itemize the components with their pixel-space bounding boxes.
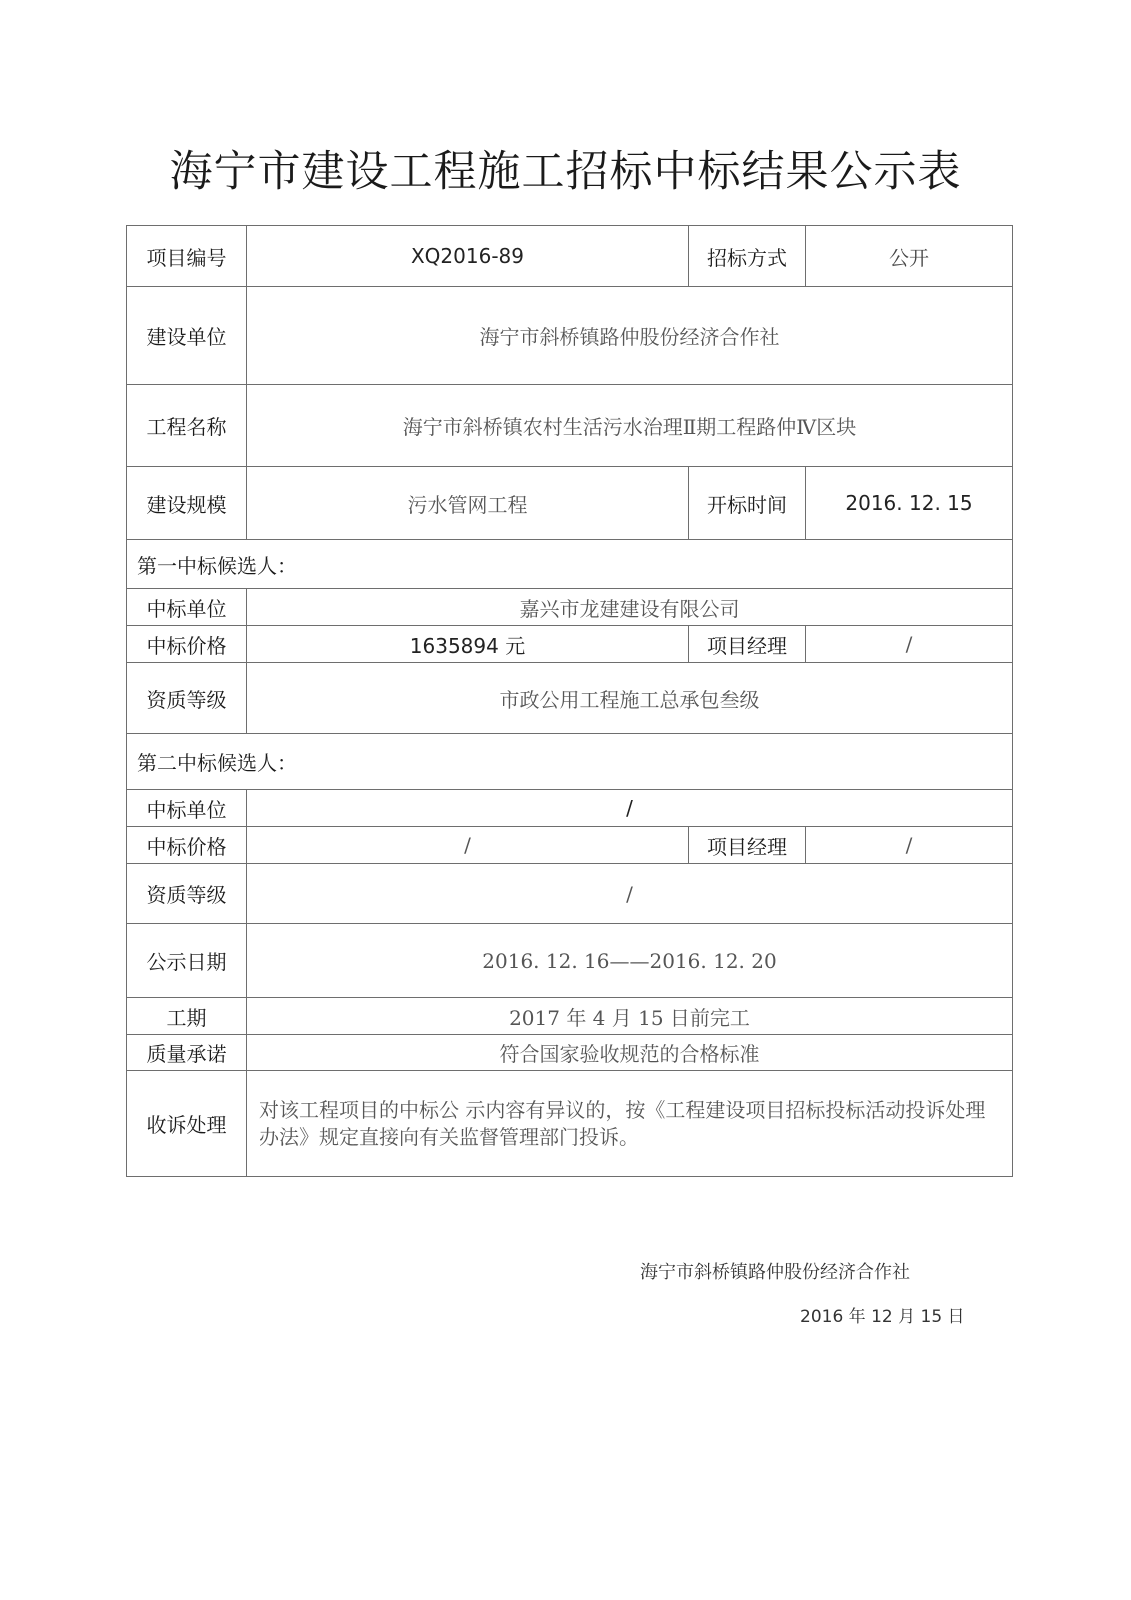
footer-organization: 海宁市斜桥镇路仲股份经济合作社 xyxy=(640,1262,910,1283)
bid-result-table xyxy=(126,225,1013,1177)
label-bid-method: 招标方式 xyxy=(689,226,806,287)
row-notice-date xyxy=(127,924,1013,998)
label-notice-date: 公示日期 xyxy=(127,924,247,998)
label-candidate1-price: 中标价格 xyxy=(127,626,247,663)
label-duration: 工期 xyxy=(127,998,247,1035)
row-candidate2-price xyxy=(127,827,1013,864)
value-bid-method: 公开 xyxy=(806,226,1013,287)
value-candidate1-manager: / xyxy=(806,626,1013,663)
row-project-name xyxy=(127,385,1013,467)
value-duration: 2017 年 4 月 15 日前完工 xyxy=(247,998,1013,1035)
label-candidate1-manager: 项目经理 xyxy=(689,626,806,663)
label-candidate1-qualification: 资质等级 xyxy=(127,663,247,734)
value-candidate2-manager: / xyxy=(806,827,1013,864)
value-candidate1-unit: 嘉兴市龙建建设有限公司 xyxy=(247,589,1013,626)
candidate2-heading: 第二中标候选人： xyxy=(127,734,1013,790)
label-candidate2-qualification: 资质等级 xyxy=(127,864,247,924)
value-project-no: XQ2016-89 xyxy=(247,226,689,287)
value-candidate2-price: / xyxy=(247,827,689,864)
value-candidate2-unit: / xyxy=(247,790,1013,827)
label-candidate2-price: 中标价格 xyxy=(127,827,247,864)
value-open-time: 2016. 12. 15 xyxy=(806,467,1013,540)
value-quality: 符合国家验收规范的合格标准 xyxy=(247,1035,1013,1071)
row-candidate1-qualification xyxy=(127,663,1013,734)
label-quality: 质量承诺 xyxy=(127,1035,247,1071)
row-complaint xyxy=(127,1071,1013,1177)
row-candidate1-price xyxy=(127,626,1013,663)
row-candidate2-unit xyxy=(127,790,1013,827)
label-open-time: 开标时间 xyxy=(689,467,806,540)
value-candidate1-qualification: 市政公用工程施工总承包叁级 xyxy=(247,663,1013,734)
row-project-no xyxy=(127,226,1013,287)
row-candidate1-unit xyxy=(127,589,1013,626)
page-title: 海宁市建设工程施工招标中标结果公示表 xyxy=(169,147,962,197)
label-candidate2-manager: 项目经理 xyxy=(689,827,806,864)
value-candidate2-qualification: / xyxy=(247,864,1013,924)
value-notice-date: 2016. 12. 16——2016. 12. 20 xyxy=(247,924,1013,998)
footer-date: 2016 年 12 月 15 日 xyxy=(800,1307,965,1327)
value-candidate1-price: 1635894 元 xyxy=(247,626,689,663)
row-candidate2-qualification xyxy=(127,864,1013,924)
value-builder: 海宁市斜桥镇路仲股份经济合作社 xyxy=(247,287,1013,385)
row-quality xyxy=(127,1035,1013,1071)
value-project-name: 海宁市斜桥镇农村生活污水治理Ⅱ期工程路仲Ⅳ区块 xyxy=(247,385,1013,467)
label-candidate1-unit: 中标单位 xyxy=(127,589,247,626)
value-complaint: 对该工程项目的中标公 示内容有异议的，按《工程建设项目招标投标活动投诉处理办法》规定直接向有关监督管理部门投诉。 xyxy=(247,1071,1013,1177)
row-scale xyxy=(127,467,1013,540)
row-duration xyxy=(127,998,1013,1035)
row-candidate2-heading xyxy=(127,734,1013,790)
label-scale: 建设规模 xyxy=(127,467,247,540)
label-complaint: 收诉处理 xyxy=(127,1071,247,1177)
candidate1-heading: 第一中标候选人： xyxy=(127,540,1013,589)
label-builder: 建设单位 xyxy=(127,287,247,385)
value-scale: 污水管网工程 xyxy=(247,467,689,540)
label-project-no: 项目编号 xyxy=(127,226,247,287)
row-builder xyxy=(127,287,1013,385)
label-project-name: 工程名称 xyxy=(127,385,247,467)
row-candidate1-heading xyxy=(127,540,1013,589)
label-candidate2-unit: 中标单位 xyxy=(127,790,247,827)
